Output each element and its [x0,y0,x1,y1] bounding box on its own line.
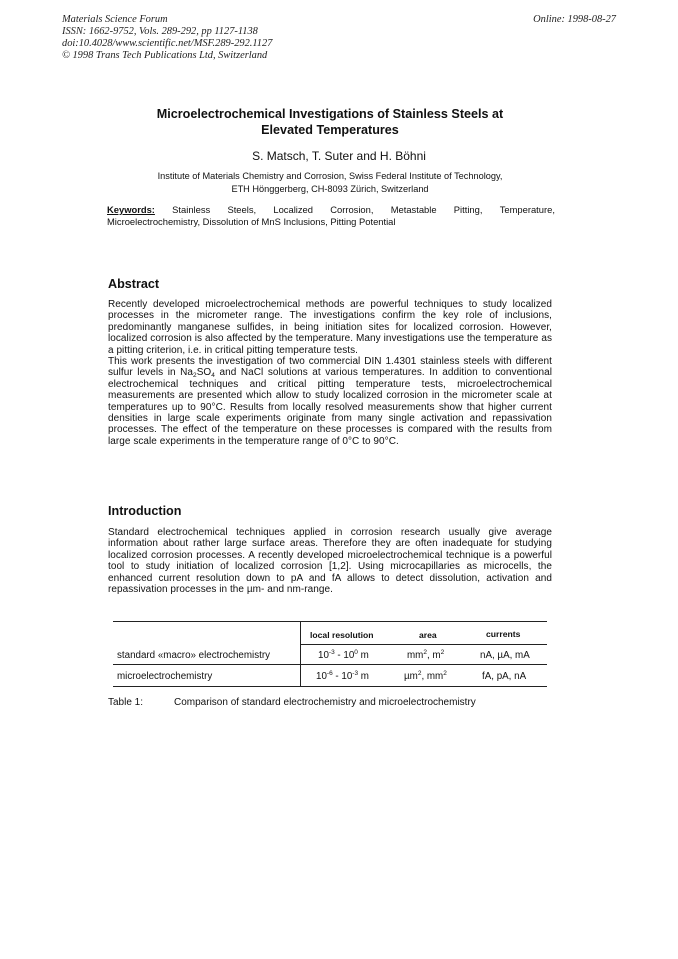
table-rule-bottom [113,686,547,687]
introduction-body [108,527,552,595]
table-caption [108,697,476,708]
introduction-heading: Introduction [108,504,182,518]
table-header-currents: currents [486,629,521,639]
table-cell-currents: nA, µA, mA [480,650,530,661]
keyword: Metastable [390,204,437,215]
keywords [107,204,555,228]
table-column-divider [300,621,301,687]
table-header-resolution: local resolution [310,630,374,640]
keyword: Localized [273,204,313,215]
table-rule-header [300,644,547,645]
table-row-label: standard «macro» electrochemistry [117,650,271,661]
keyword: Pitting, [453,204,483,215]
table-cell-currents: fA, pA, nA [482,671,527,682]
keyword: Stainless [172,204,211,215]
keywords-line-1 [107,204,555,216]
affiliation [100,170,560,195]
publication-header [62,14,272,62]
table-cell-area: $mm^2$, $m^2$ [407,649,445,661]
table-row-label: microelectrochemistry [117,671,213,682]
table-header-area: area [419,630,437,640]
introduction-paragraph-1: Standard electrochemical techniques applied in corrosion research usually give average information about rather large surface areas. Therefore they are often inadequate for studying localized corrosion processes. A recently developed microelectrochemical technique is a powerful tool to study initiation of localized corrosion [1,2]. Using microcapillaries as microcells, the enhanced current resolution down to pA and fA allows to detect dissolution, activation and repassivation processes in the µm- and nm-range. [108,527,552,596]
affiliation-line-2: ETH Hönggerberg, CH-8093 Zürich, Switzerland [231,183,429,194]
authors: S. Matsch, T. Suter and H. Böhni [252,149,426,163]
abstract-heading: Abstract [108,277,160,291]
title-line-1: Microelectrochemical Investigations of Stainless Steels at [156,107,504,121]
table-caption-text: Comparison of standard electrochemistry and microelectrochemistry [174,697,476,708]
online-date: Online: 1998-08-27 [533,14,616,25]
copyright-line: © 1998 Trans Tech Publications Ltd, Switzerland [62,50,268,61]
doi-link[interactable]: doi:10.4028/www.scientific.net/MSF.289-292.1127 [62,38,273,49]
issn-line: ISSN: 1662-9752, Vols. 289-292, pp 1127-1138 [62,26,258,37]
paper-title [100,106,560,138]
abstract-paragraph-1: Recently developed microelectrochemical methods are powerful techniques to study localized processes in the micrometer range. The investigations confirm the key role of inclusions, predominantly manganese sulfides, in being initiation sites for localized corrosion. However, localized corrosion is also affected by the temperature. Many investigations use the temperature as a pitting criterion, i.e. in critical pitting temperature tests. [108,299,552,356]
keyword: Corrosion, [330,204,374,215]
table-rule-middle [113,664,547,665]
journal-name: Materials Science Forum [62,14,168,25]
table-cell-resolution: $10^{-3} - 10^0$ m [318,649,369,661]
table-caption-number: Table 1: [108,697,144,708]
keyword: Temperature, [499,204,555,215]
keywords-line-2: Microelectrochemistry, Dissolution of MnS Inclusions, Pitting Potential [107,216,396,227]
keywords-label: Keywords: [107,204,155,215]
abstract-body [108,299,552,447]
title-line-2: Elevated Temperatures [261,123,399,137]
table-cell-area: µm$^2$, $mm^2$ [404,670,447,682]
affiliation-line-1: Institute of Materials Chemistry and Corrosion, Swiss Federal Institute of Technology, [157,171,503,181]
abstract-paragraph-2: This work presents the investigation of two commercial DIN 1.4301 stainless steels with different sulfur levels in $Na_2SO_4$ and NaCl solutions at various temperatures. In addition to conventional electrochemical techniques and critical pitting temperature tests, microelectrochemical measurements are presented which allow to study localized corrosion in the micrometer scale at temperatures up to 90°C. Results from locally resolved measurements show that higher current densities in large scale experiments originate from many single activation and repassivation processes. The effect of the temperature on these processes is compared with the results from large scale experiments in the temperature range of 0°C to 90°C. [108,356,552,447]
table-cell-resolution: $10^{-6} - 10^{-3}$ m [316,670,369,682]
table-rule-top [113,621,547,622]
keyword: Steels, [227,204,257,215]
